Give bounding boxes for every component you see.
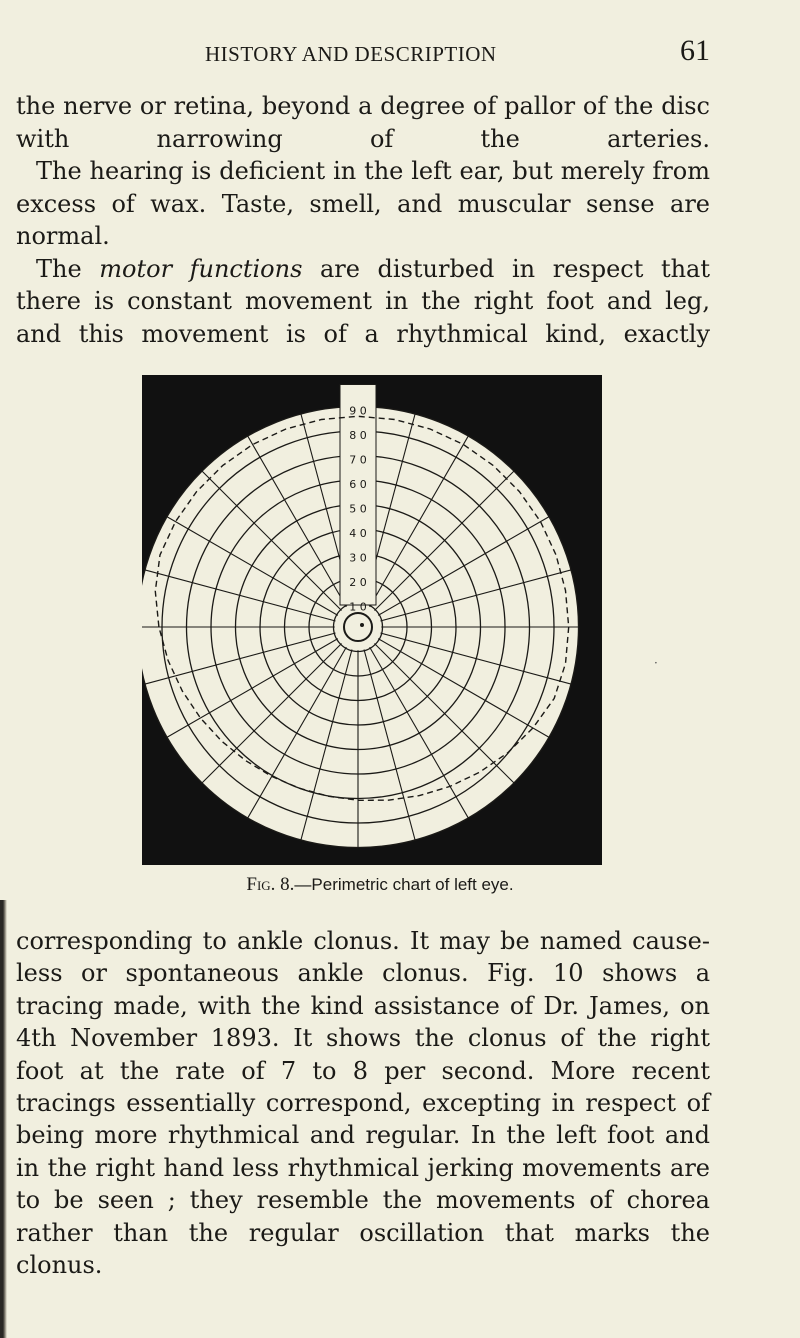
degree-label: 1 0 [349, 600, 367, 614]
fixation-ring [344, 613, 372, 641]
page-number: 61 [680, 34, 710, 67]
page-binding-edge [0, 900, 7, 1338]
perimetric-chart-figure [142, 375, 602, 865]
caption-label: Fig. 8. [246, 874, 295, 895]
motor-text-before: The [36, 254, 100, 283]
degree-label: 2 0 [349, 576, 367, 589]
caption-text: —Perimetric chart of left eye. [294, 875, 514, 894]
print-speck: · [654, 656, 658, 670]
body-text-top [16, 90, 710, 350]
figure-caption [0, 874, 760, 896]
running-head: HISTORY AND DESCRIPTION [205, 42, 497, 66]
paragraph-hearing: The hearing is deficient in the left ear, but merely from excess of wax. Taste, smell, and muscular sense are normal. [16, 157, 710, 250]
degree-label: 8 0 [349, 429, 367, 442]
motor-functions-italic: motor functions [99, 254, 303, 283]
degree-label: 6 0 [349, 478, 367, 491]
degree-label: 3 0 [349, 551, 367, 565]
degree-label: 7 0 [349, 453, 367, 467]
paragraph-retina: the nerve or retina, beyond a degree of pallor of the disc with narrowing of the arteries. [16, 92, 710, 153]
paragraph-motor [16, 253, 710, 351]
paragraph-clonus: corresponding to ankle clonus. It may be named cause-less or spontaneous ankle clonus. Fig. 10 shows a tracing made, with the kind assistance of Dr. James, on 4th November 1893. It shows the clonus of the right foot at the rate of 7 to 8 per second. More recent tracings essentially correspond, excepting in respect of being more rhythmical and regular. In the left foot and in the right hand less rhythmical jerking movements are to be seen ; they resemble the movements of chorea rather than the regular oscillation that marks the clonus. [16, 927, 710, 1280]
degree-label: 5 0 [349, 502, 367, 516]
degree-label: 9 0 [349, 404, 367, 418]
blind-spot-dot [360, 623, 364, 627]
degree-label: 4 0 [349, 527, 367, 540]
motor-text-after: are disturbed in respect that there is constant movement in the right foot and leg, and this movement is of a rhythmical kind, exactly [16, 254, 711, 348]
page-header [200, 34, 710, 78]
perimetric-chart [142, 375, 602, 865]
body-text-bottom [16, 925, 710, 1281]
